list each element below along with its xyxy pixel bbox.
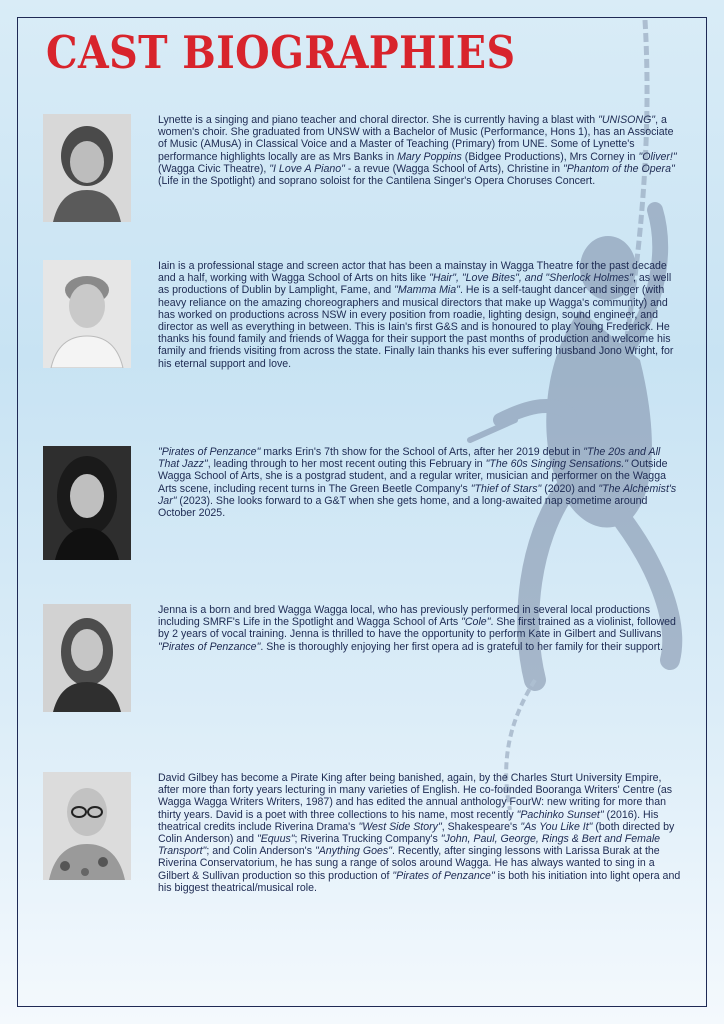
cast-photo-david xyxy=(43,772,131,880)
page-title: CAST BIOGRAPHIES xyxy=(46,26,516,79)
cast-bio-erin xyxy=(43,446,683,560)
cast-bio-text: Lynette is a singing and piano teacher and choral director. She is currently having a blast with "UNISONG", a women's choir. She graduated from UNSW with a Bachelor of Music (Performance, Hons 1), has an Associate of Music (AMusA) in Classical Voice and a Master of Teaching (Primary) from UNE. Some of Lynette's performance highlights locally are as Mrs Banks in Mary Poppins (Bidgee Productions), Mrs Corney in "Oliver!" (Wagga Civic Theatre), "I Love A Piano" - a revue (Wagga School of Arts), Christine in "Phantom of the Opera" (Life in the Spotlight) and soprano soloist for the Cantilena Singer's Opera Choruses Concert. xyxy=(158,114,677,188)
cast-bio-text: Jenna is a born and bred Wagga Wagga local, who has previously performed in several local productions including SMRF's Life in the Spotlight and Wagga School of Arts "Cole". She first trained as a violinist, followed by 2 years of vocal training. Jenna is thrilled to have the opportunity to perform Kate in Gilbert and Sullivans "Pirates of Penzance". She is thoroughly enjoying her first opera ad is grateful to her family for their support. xyxy=(158,604,676,653)
cast-bio-text: "Pirates of Penzance" marks Erin's 7th show for the School of Arts, after her 2019 debut in "The 20s and All That Jazz", leading through to her most recent outing this February in "The 60s Singing Sensations." Outside Wagga School of Arts, she is a postgrad student, and a regular writer, musician and performer on the Wagga Arts scene, including recent turns in The Green Beetle Company's "Thief of Stars" (2020) and "The Alchemist's Jar" (2023). She looks forward to a G&T when she gets home, and a long-awaited nap sometime around October 2025. xyxy=(158,446,677,520)
cast-bio-david xyxy=(43,772,683,894)
cast-photo-erin xyxy=(43,446,131,560)
cast-bio-iain xyxy=(43,260,683,372)
cast-bio-text: Iain is a professional stage and screen actor that has been a mainstay in Wagga Theatre for the past decade and a half, working with Wagga School of Arts on hits like "Hair", "Love Bites", and "Sherlock Holmes", as well as productions of Dublin by Lamplight, Fame, and "Mamma Mia". He is a self-taught dancer and singer (with heavy reliance on the amazing choreographers and musical directors that make up Wagga's community) and has worked on productions across NSW in every position from roadie, lighting design, sound engineer, and director as well as everything in between. This is Iain's first G&S and is honoured to play Young Frederick. He thanks his found family and friends of Wagga for their support the past months of production and welcome his family and friends visiting from across the state. Finally Iain thanks his ever suffering husband Jono Wright, for his eternal support and love. xyxy=(158,260,674,370)
cast-photo-lynette xyxy=(43,114,131,222)
cast-bio-lynette xyxy=(43,114,683,226)
cast-photo-jenna xyxy=(43,604,131,712)
cast-bio-text: David Gilbey has become a Pirate King after being banished, again, by the Charles Sturt University Empire, after more than forty years lecturing in many varieties of English. He co-founded Booranga Writers' Centre (as Wagga Wagga Writers Writers, 1987) and has edited the annual anthology FourW: new writing for more than thirty years. David is a poet with three collections to his name, most recently "Pachinko Sunset" (2016). His theatrical credits include Riverina Drama's "West Side Story", Shakespeare's "As You Like It" (both directed by Colin Anderson) and "Equus"; Riverina Trucking Company's "John, Paul, George, Rings & Bert and Female Transport"; and Colin Anderson's "Anything Goes". Recently, after singing lessons with Larissa Burak at the Riverina Conservatorium, he has sung a range of solos around Wagga. He has always wanted to sing in a Gilbert & Sullivan production so this production of "Pirates of Penzance" is both his initiation into light opera and his biggest theatrical/musical role. xyxy=(158,772,681,894)
cast-bio-jenna xyxy=(43,604,683,712)
cast-photo-iain xyxy=(43,260,131,368)
